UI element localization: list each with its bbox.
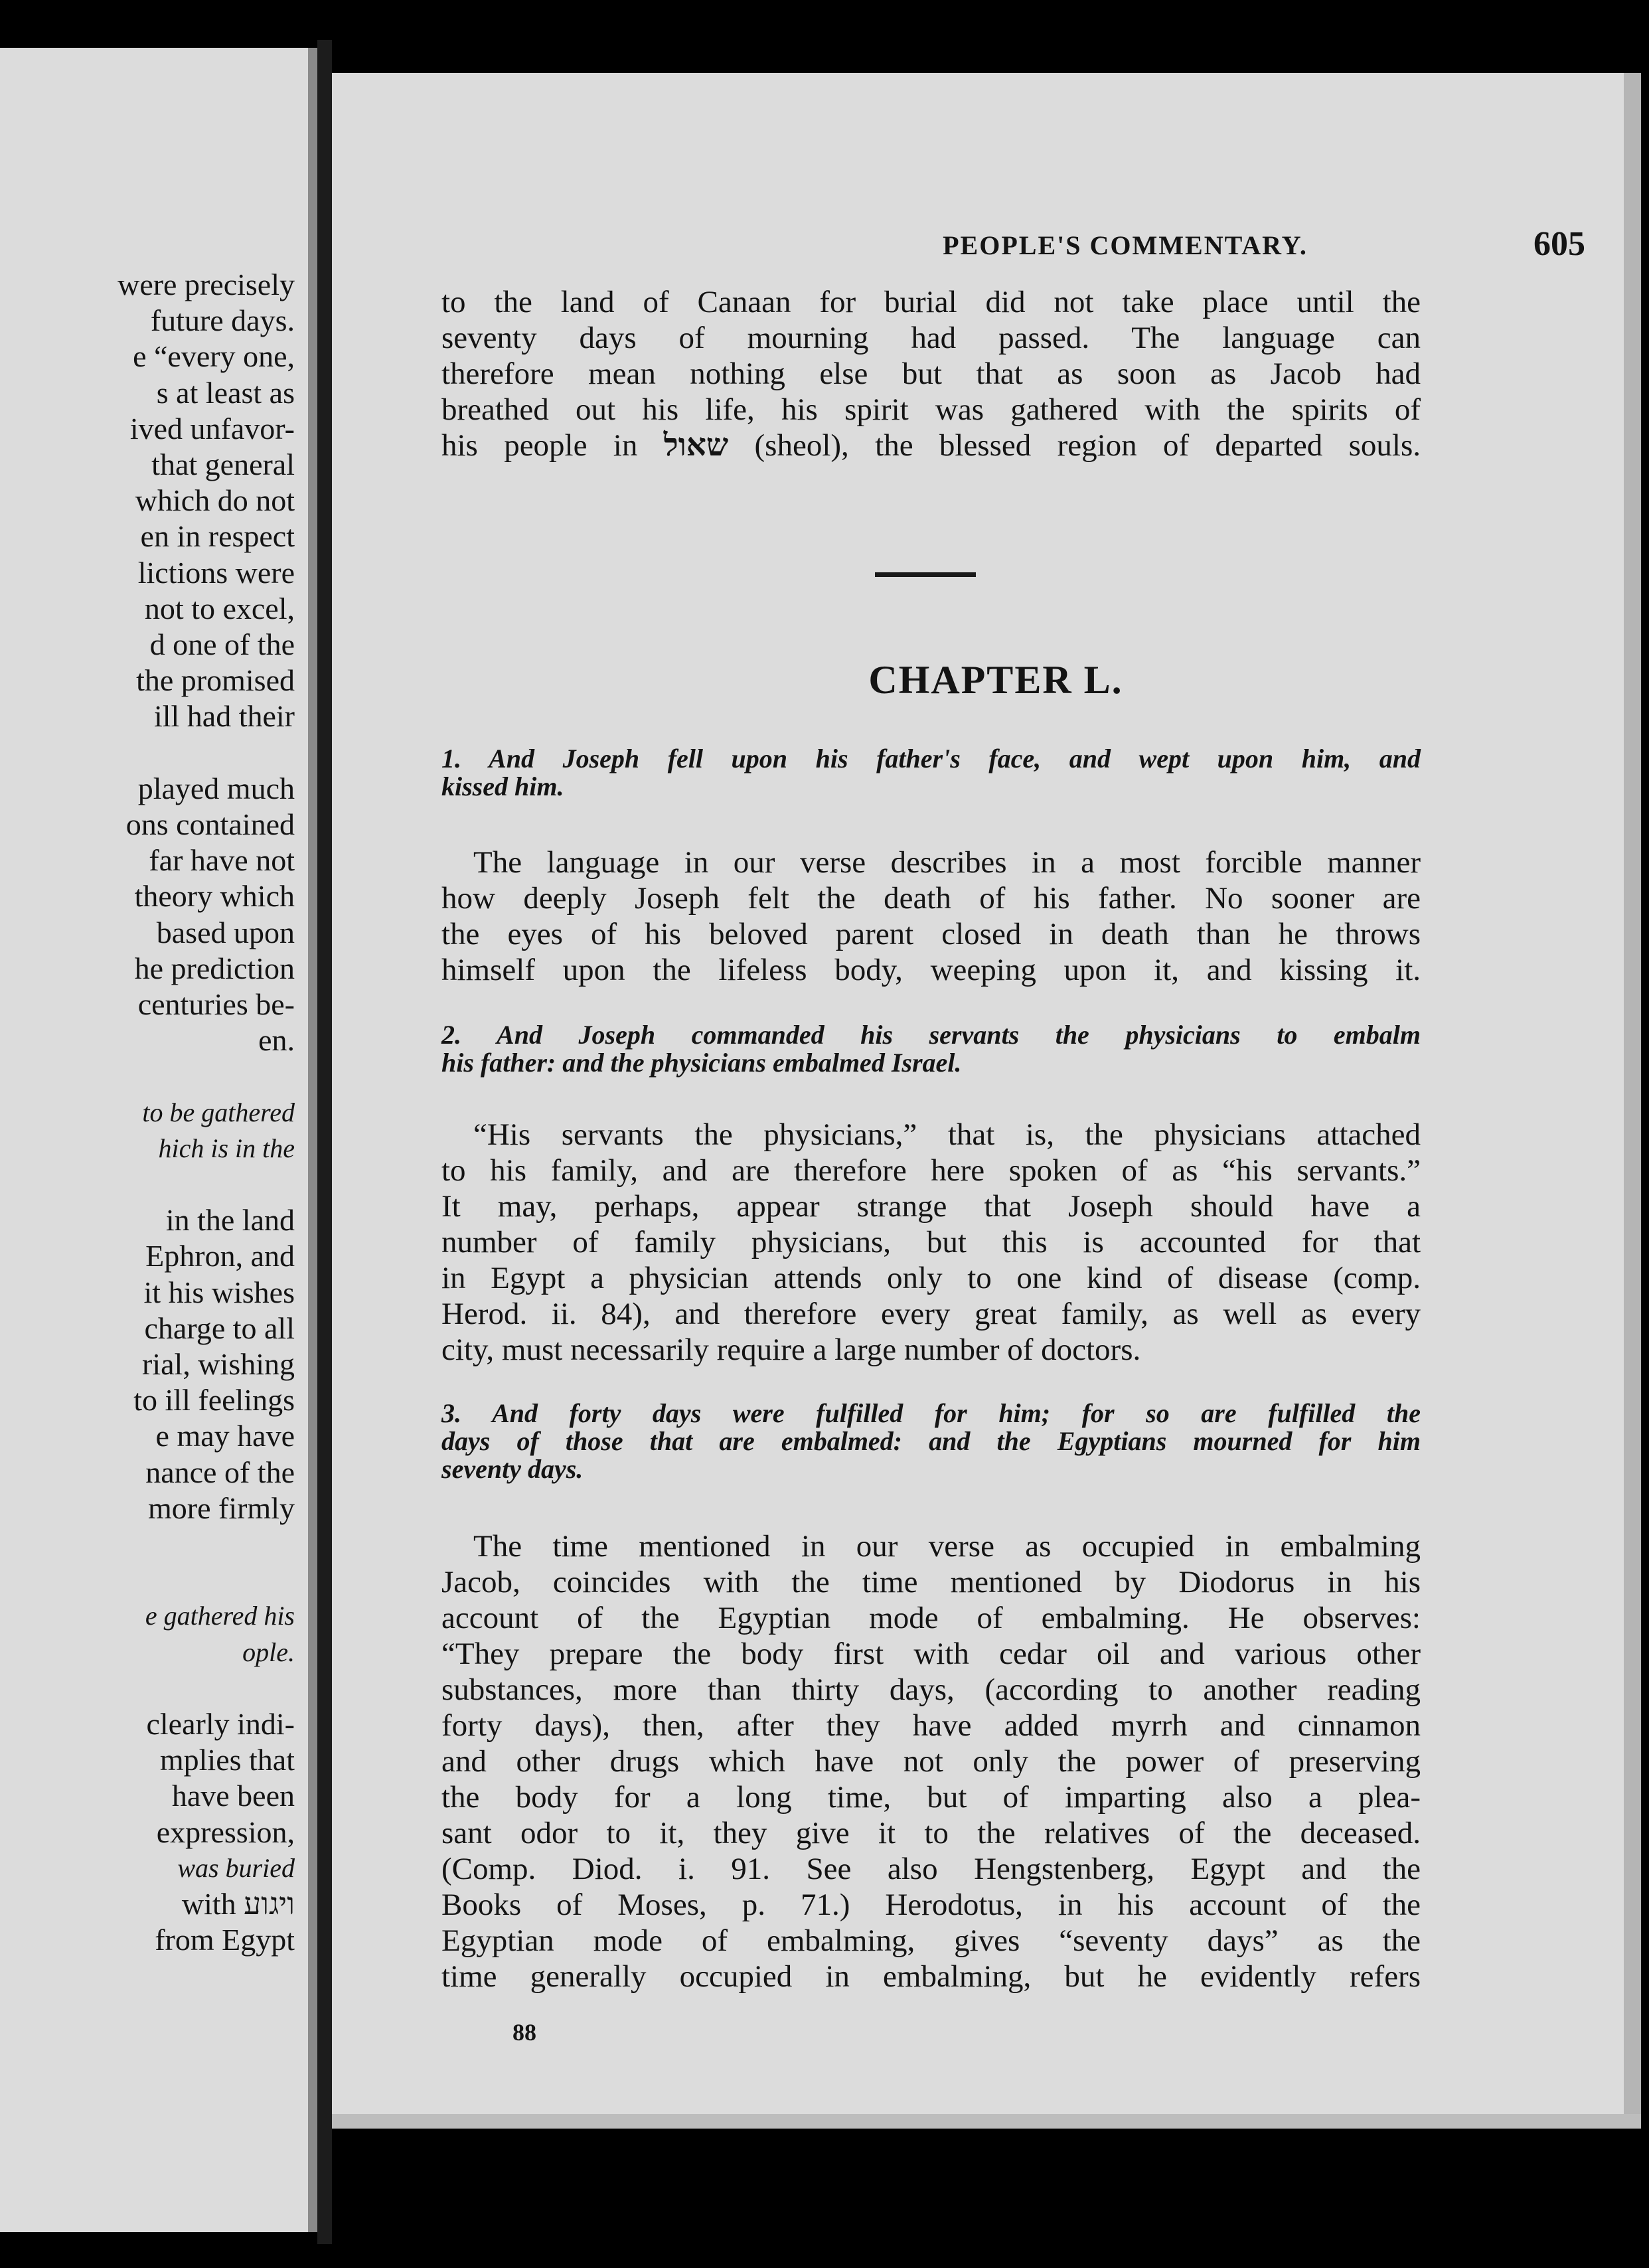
left-page-line: ople. bbox=[242, 1637, 295, 1667]
left-page-line: he prediction bbox=[134, 951, 295, 985]
left-page-line: theory which bbox=[134, 879, 295, 914]
left-page-line: more firmly bbox=[148, 1491, 295, 1525]
text-line: therefore mean nothing else but that as soon as Jacob had bbox=[441, 357, 1421, 391]
left-page-line: ived unfavor- bbox=[129, 411, 295, 446]
left-page-line: have been bbox=[171, 1779, 295, 1813]
left-page-line: to ill feelings bbox=[133, 1383, 295, 1418]
signature-mark: 88 bbox=[512, 2019, 536, 2046]
left-page-line: from Egypt bbox=[155, 1923, 295, 1957]
text-line: in Egypt a physician attends only to one kind of disease (comp. bbox=[441, 1261, 1421, 1295]
section-rule bbox=[875, 572, 976, 577]
main-page bbox=[332, 73, 1641, 2129]
text-line: The time mentioned in our verse as occupied in embalming bbox=[473, 1529, 1421, 1564]
text-line: Herod. ii. 84), and therefore every great family, as well as every bbox=[441, 1297, 1421, 1331]
verse-line: days of those that are embalmed: and the Egyptians mourned for him bbox=[441, 1426, 1421, 1456]
page-edge-shadow bbox=[1624, 73, 1641, 2129]
text-line: The language in our verse describes in a most forcible manner bbox=[473, 845, 1421, 880]
left-page-line: ons contained bbox=[125, 807, 295, 841]
text-fragment: (sheol), the blessed region of departed souls. bbox=[754, 428, 1421, 463]
paragraph-3 bbox=[441, 1528, 1421, 1994]
left-page-line: ill had their bbox=[153, 699, 295, 734]
text-line: Books of Moses, p. 71.) Herodotus, in his account of the bbox=[441, 1888, 1421, 1922]
verse-line: 1. And Joseph fell upon his father's face, and wept upon him, and bbox=[441, 744, 1421, 773]
left-page-line: s at least as bbox=[156, 375, 295, 410]
left-page-line: e “every one, bbox=[133, 339, 295, 374]
text-line: account of the Egyptian mode of embalming. He observes: bbox=[441, 1601, 1421, 1635]
left-page-line: to be gathered bbox=[142, 1097, 295, 1127]
text-line: forty days), then, after they have added myrrh and cinnamon bbox=[441, 1708, 1421, 1743]
text-line: It may, perhaps, appear strange that Joseph should have a bbox=[441, 1189, 1421, 1224]
left-page-line: the promised bbox=[136, 663, 295, 698]
running-head: PEOPLE'S COMMENTARY. bbox=[943, 230, 1308, 260]
text-line: “His servants the physicians,” that is, the physicians attached bbox=[473, 1117, 1421, 1152]
left-page-line: was buried bbox=[177, 1852, 295, 1883]
left-page-line: that general bbox=[151, 447, 295, 481]
left-page-line: rial, wishing bbox=[142, 1347, 295, 1381]
text-line: himself upon the lifeless body, weeping upon it, and kissing it. bbox=[441, 953, 1421, 987]
text-line: time generally occupied in embalming, but he evidently refers bbox=[441, 1959, 1421, 1994]
left-page-line: based upon bbox=[156, 915, 295, 949]
verse-line: his father: and the physicians embalmed Israel. bbox=[441, 1048, 962, 1078]
left-page-line: hich is in the bbox=[158, 1133, 295, 1163]
page-number: 605 bbox=[1533, 225, 1585, 263]
text-line: seventy days of mourning had passed. The language can bbox=[441, 321, 1421, 355]
left-page-line: were precisely bbox=[118, 268, 295, 301]
text-line: to his family, and are therefore here spoken of as “his servants.” bbox=[441, 1153, 1421, 1188]
text-line: Egyptian mode of embalming, gives “seventy days” as the bbox=[441, 1923, 1421, 1958]
text-line: the body for a long time, but of imparting also a plea- bbox=[441, 1780, 1421, 1815]
verse-1 bbox=[441, 745, 1421, 801]
left-page-line: mplies that bbox=[159, 1743, 295, 1777]
text-line: substances, more than thirty days, (according to another reading bbox=[441, 1672, 1421, 1707]
text-line: sant odor to it, they give it to the relatives of the deceased. bbox=[441, 1816, 1421, 1850]
paragraph-2 bbox=[441, 1117, 1421, 1368]
left-page-line: future days. bbox=[150, 303, 295, 338]
page-bottom-shadow bbox=[332, 2114, 1641, 2129]
left-page-line: not to excel, bbox=[144, 591, 295, 625]
left-page-line: far have not bbox=[149, 843, 295, 878]
left-page-line: centuries be- bbox=[137, 987, 295, 1021]
verse-line: 2. And Joseph commanded his servants the physicians to embalm bbox=[441, 1020, 1421, 1050]
left-page-line: en in respect bbox=[140, 519, 295, 554]
hebrew-word: שאול bbox=[663, 428, 729, 463]
left-page-line: d one of the bbox=[149, 627, 295, 661]
left-page-line: which do not bbox=[135, 483, 295, 518]
left-page-line: charge to all bbox=[144, 1311, 295, 1345]
text-line: (Comp. Diod. i. 91. See also Hengstenberg, Egypt and the bbox=[441, 1852, 1421, 1886]
left-page-line: en. bbox=[258, 1023, 295, 1058]
left-page-line: Ephron, and bbox=[145, 1239, 295, 1273]
text-line: breathed out his life, his spirit was gathered with the spirits of bbox=[441, 392, 1421, 427]
text-line: and other drugs which have not only the power of preserving bbox=[441, 1744, 1421, 1779]
paragraph-1 bbox=[441, 845, 1421, 988]
chapter-heading: CHAPTER L. bbox=[868, 658, 1123, 702]
left-page-line: nance of the bbox=[145, 1455, 295, 1489]
text-line bbox=[441, 428, 1421, 463]
text-fragment: his people in bbox=[441, 428, 638, 463]
left-page-line: lictions were bbox=[137, 555, 295, 590]
left-page-line: in the land bbox=[165, 1203, 295, 1238]
text-line: the eyes of his beloved parent closed in death than he throws bbox=[441, 917, 1421, 951]
verse-line: 3. And forty days were fulfilled for him; for so are fulfilled the bbox=[441, 1398, 1421, 1428]
left-page-line: e gathered his bbox=[145, 1601, 295, 1631]
text-line: Jacob, coincides with the time mentioned by Diodorus in his bbox=[441, 1565, 1421, 1599]
book-gutter bbox=[317, 40, 332, 2244]
verse-2 bbox=[441, 1021, 1421, 1077]
left-page-edge bbox=[308, 48, 317, 2232]
left-page-line: clearly indi- bbox=[146, 1707, 295, 1741]
left-page-line: expression, bbox=[156, 1815, 295, 1849]
left-page-line: it his wishes bbox=[143, 1275, 295, 1309]
verse-line: kissed him. bbox=[441, 771, 564, 801]
verse-line: seventy days. bbox=[441, 1454, 584, 1484]
text-line: “They prepare the body first with cedar oil and various other bbox=[441, 1637, 1421, 1671]
opening-paragraph bbox=[441, 284, 1421, 463]
text-line: to the land of Canaan for burial did not take place until the bbox=[441, 285, 1421, 319]
left-facing-page bbox=[0, 48, 317, 2232]
left-page-line: e may have bbox=[155, 1419, 295, 1453]
left-page-line: with ויגוע bbox=[181, 1887, 295, 1921]
text-line: number of family physicians, but this is accounted for that bbox=[441, 1225, 1421, 1259]
text-line: how deeply Joseph felt the death of his father. No sooner are bbox=[441, 881, 1421, 916]
verse-3 bbox=[441, 1400, 1421, 1483]
text-line: city, must necessarily require a large number of doctors. bbox=[441, 1333, 1141, 1367]
left-page-line: played much bbox=[137, 771, 295, 805]
